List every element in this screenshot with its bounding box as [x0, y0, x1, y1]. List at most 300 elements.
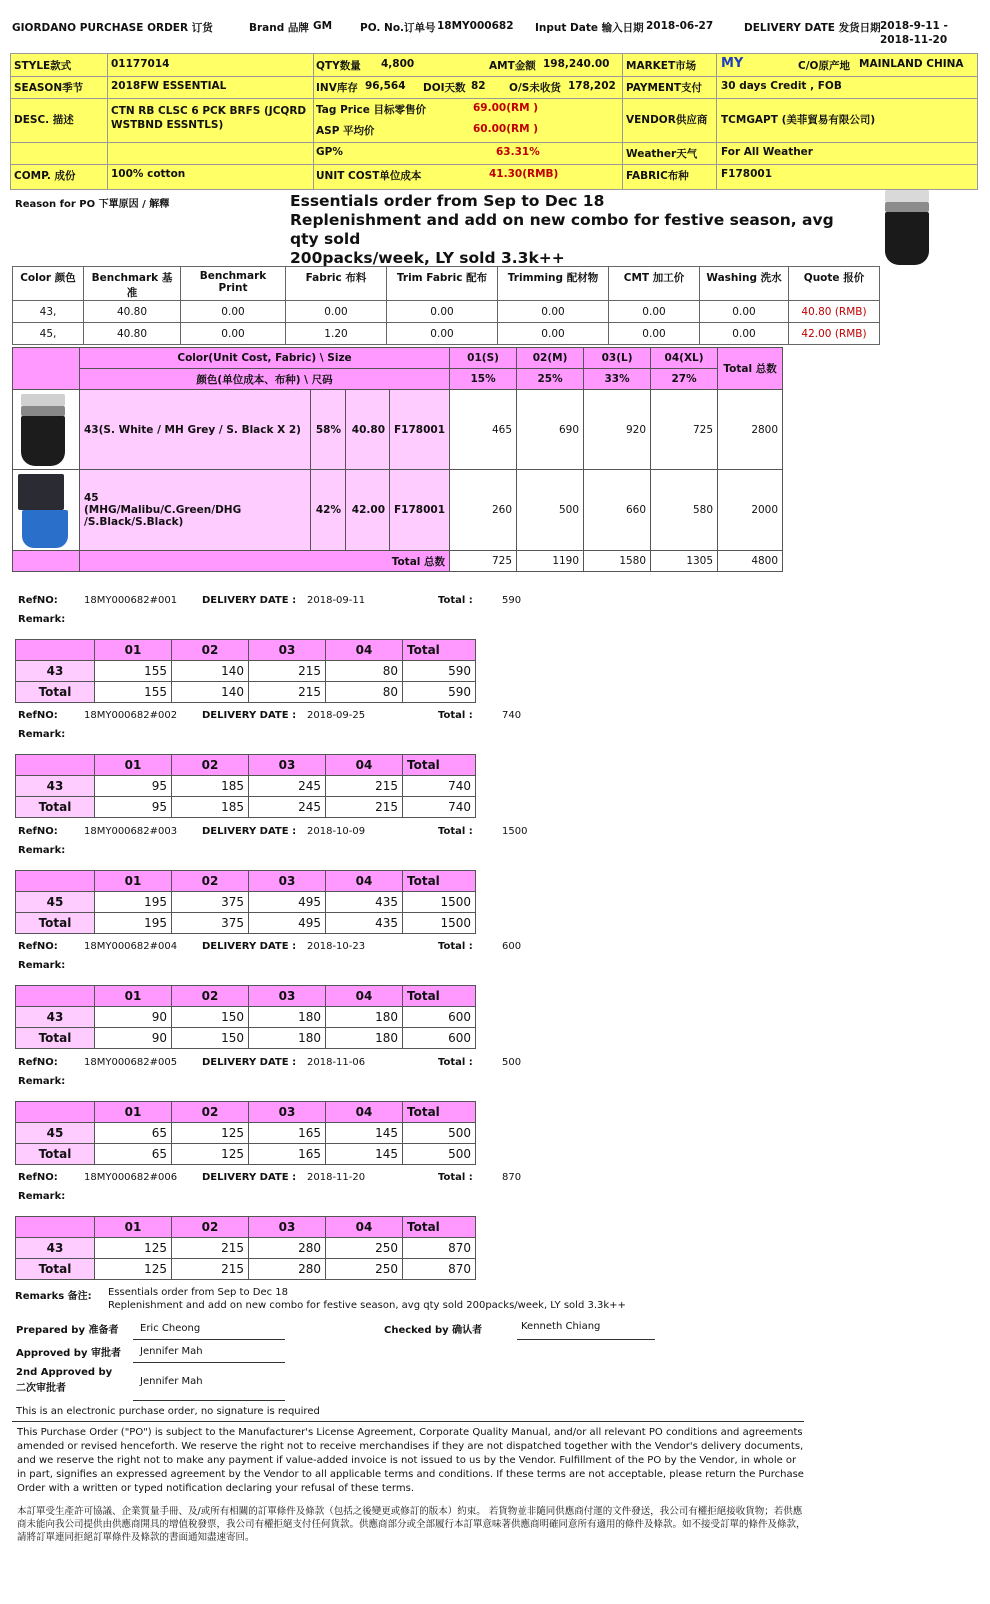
ref-col-header: 04 [326, 640, 403, 661]
asp-value: 60.00(RM ) [473, 123, 538, 135]
size-header: 04(XL) [651, 348, 718, 369]
color-45-fabric: F178001 [390, 470, 450, 551]
ref-total-qty: 165 [249, 1143, 326, 1164]
ref-color-row [16, 1238, 476, 1259]
ref-total-qty: 435 [326, 912, 403, 933]
vendor-label: VENDOR供应商 [626, 114, 708, 126]
row-total: 2800 [718, 390, 783, 470]
ref-qty: 740 [403, 776, 476, 797]
total-header: Total 总数 [718, 348, 783, 390]
ref-color-row [16, 1007, 476, 1028]
po-value: 18MY000682 [437, 20, 514, 32]
ref-corner-cell [16, 1217, 95, 1238]
refno-label: RefNO: [18, 825, 58, 837]
ref-total-qty: 600 [403, 1028, 476, 1049]
ref-total-qty: 1500 [403, 912, 476, 933]
delivery-date-start: 2018-9-11 - [880, 20, 948, 32]
qty-cell: 725 [651, 390, 718, 470]
grand-total: 4800 [718, 551, 783, 572]
style-label: STYLE款式 [14, 60, 72, 72]
ref-total-qty: 250 [326, 1259, 403, 1280]
remark-label: Remark: [18, 1075, 66, 1087]
ref-corner-cell [16, 986, 95, 1007]
ref-color: 43 [16, 776, 95, 797]
gp-label: GP% [316, 146, 343, 158]
color-45-code: 45 [84, 492, 99, 504]
payment-value: 30 days Credit , FOB [721, 80, 842, 92]
color-size-header: Color(Unit Cost, Fabric) \ Size [80, 348, 450, 369]
ref-total-label: Total : [438, 1172, 473, 1183]
ref-total-value: 870 [502, 1172, 522, 1183]
ref-total-row [16, 682, 476, 703]
ref-color-row [16, 776, 476, 797]
season-value: 2018FW ESSENTIAL [111, 80, 227, 92]
approved-by-name: Jennifer Mah [140, 1346, 203, 1357]
ref-col-header: 02 [172, 1217, 249, 1238]
delivery-ref-table [15, 1216, 476, 1280]
bench-header: Color 颜色 [13, 267, 84, 301]
ref-total-qty: 95 [95, 797, 172, 818]
checked-sign-line [517, 1339, 655, 1340]
tag-price-value: 69.00(RM ) [473, 102, 538, 114]
color-45-pct: 42% [311, 470, 346, 551]
bench-cell: 0.00 [498, 301, 609, 323]
desc-value-line2: WSTBND ESSNTLS) [111, 119, 224, 131]
ref-total-label: Total : [438, 825, 473, 837]
ref-total-qty: 375 [172, 912, 249, 933]
ref-col-header: 04 [326, 870, 403, 891]
ref-total-qty: 145 [326, 1143, 403, 1164]
ref-col-header: 03 [249, 986, 326, 1007]
checked-by-name: Kenneth Chiang [521, 1321, 601, 1332]
delivery-date-value: 2018-11-06 [307, 1056, 366, 1068]
ref-col-header: 03 [249, 1217, 326, 1238]
size-ratio: 27% [651, 369, 718, 390]
remarks-line-2: Replenishment and add on new combo for festive season, avg qty sold 200packs/week, LY sold 3.3k++ [108, 1300, 626, 1311]
refno-value: 18MY000682#005 [84, 1056, 178, 1068]
ref-col-header: Total [403, 755, 476, 776]
bench-cell: 0.00 [700, 301, 789, 323]
bench-header: Trim Fabric 配布 [387, 267, 498, 301]
bench-cell: 0.00 [181, 301, 286, 323]
comp-label: COMP. 成份 [14, 170, 76, 182]
bench-cell: 40.80 [84, 301, 181, 323]
ref-total-qty: 495 [249, 912, 326, 933]
ref-color-row [16, 661, 476, 682]
qty-cell: 465 [450, 390, 517, 470]
bench-header: Fabric 布料 [286, 267, 387, 301]
desc-label: DESC. 描述 [14, 114, 74, 126]
bench-cell: 0.00 [387, 323, 498, 345]
size-breakdown-table [12, 347, 783, 572]
ref-total-qty: 500 [403, 1143, 476, 1164]
legal-divider [12, 1421, 804, 1422]
ref-total-label: Total : [438, 1056, 473, 1068]
ref-total-qty: 65 [95, 1143, 172, 1164]
bench-cell: 45, [13, 323, 84, 345]
ref-col-header: 01 [95, 755, 172, 776]
remark-label: Remark: [18, 614, 66, 625]
ref-total-qty: 180 [249, 1028, 326, 1049]
ref-col-header: 04 [326, 1101, 403, 1122]
ref-qty: 95 [95, 776, 172, 797]
delivery-date-label: DELIVERY DATE : [202, 825, 297, 837]
delivery-date-value: 2018-09-25 [307, 710, 366, 722]
ref-total-label: Total : [438, 710, 473, 722]
approved-sign-line [133, 1362, 285, 1363]
ref-total-qty: 185 [172, 797, 249, 818]
remark-label: Remark: [18, 844, 66, 856]
bench-row [13, 323, 880, 345]
delivery-ref-table [15, 985, 476, 1049]
ref-col-header: Total [403, 640, 476, 661]
ref-total-qty: 155 [95, 682, 172, 703]
unit-cost-value: 41.30(RMB) [489, 168, 559, 180]
product-thumb-43 [21, 394, 65, 466]
bench-header: Benchmark 基准 [84, 267, 181, 301]
second-approved-label-2: 二次审批者 [16, 1383, 66, 1394]
ref-col-header: Total [403, 1101, 476, 1122]
ref-total-qty: 245 [249, 797, 326, 818]
bench-header: Washing 洗水 [700, 267, 789, 301]
delivery-ref-table [15, 870, 476, 934]
bench-header: Quote 报价 [789, 267, 880, 301]
row-total: 2000 [718, 470, 783, 551]
ref-col-header: 03 [249, 640, 326, 661]
ref-qty: 245 [249, 776, 326, 797]
color-43-pct: 58% [311, 390, 346, 470]
ref-qty: 125 [172, 1122, 249, 1143]
ref-total-qty: 125 [172, 1143, 249, 1164]
ref-total-qty: 125 [95, 1259, 172, 1280]
bench-cell: 0.00 [609, 323, 700, 345]
ref-color: 45 [16, 1122, 95, 1143]
ref-total-qty: 90 [95, 1028, 172, 1049]
payment-label: PAYMENT支付 [626, 82, 703, 94]
inv-value: 96,564 [365, 80, 406, 92]
ref-qty: 870 [403, 1238, 476, 1259]
refno-value: 18MY000682#006 [84, 1172, 178, 1183]
delivery-date-value: 2018-10-09 [307, 825, 366, 837]
remarks-line-1: Essentials order from Sep to Dec 18 [108, 1287, 289, 1298]
delivery-date-end: 2018-11-20 [880, 34, 948, 46]
delivery-ref-table [15, 1101, 476, 1165]
desc-value-line1: CTN RB CLSC 6 PCK BRFS (JCQRD [111, 105, 307, 117]
input-date-label: Input Date 输入日期 [535, 22, 644, 34]
ref-color-row [16, 891, 476, 912]
ref-total-value: 590 [502, 595, 522, 606]
doi-value: 82 [471, 80, 486, 92]
color-45-image-cell [13, 470, 80, 551]
ref-col-header: 02 [172, 640, 249, 661]
ref-qty: 500 [403, 1122, 476, 1143]
refno-label: RefNO: [18, 710, 58, 722]
market-label: MARKET市场 [626, 60, 697, 72]
ref-qty: 180 [249, 1007, 326, 1028]
brand-label: Brand 品牌 [249, 22, 309, 34]
ref-total-qty: 870 [403, 1259, 476, 1280]
reason-line-3: 200packs/week, LY sold 3.3k++ [290, 249, 565, 267]
ref-qty: 90 [95, 1007, 172, 1028]
delivery-date-label: DELIVERY DATE : [202, 1056, 297, 1068]
qty-cell: 660 [584, 470, 651, 551]
size-total: 1580 [584, 551, 651, 572]
ref-col-header: 03 [249, 1101, 326, 1122]
ref-qty: 435 [326, 891, 403, 912]
size-total: 1305 [651, 551, 718, 572]
refno-label: RefNO: [18, 941, 58, 953]
fabric-label: FABRIC布种 [626, 170, 689, 182]
qty-label: QTY数量 [316, 60, 361, 72]
remarks-label: Remarks 备注: [15, 1291, 92, 1302]
ref-total-value: 740 [502, 710, 522, 722]
checked-by-label: Checked by 确认者 [384, 1325, 483, 1336]
color-43-name: 43(S. White / MH Grey / S. Black X 2) [80, 390, 311, 470]
ref-total-row [16, 1259, 476, 1280]
bench-quote: 40.80 (RMB) [789, 301, 880, 323]
ref-total-qty: 195 [95, 912, 172, 933]
reason-text [290, 192, 860, 268]
remark-label: Remark: [18, 1191, 66, 1202]
remark-label: Remark: [18, 960, 66, 972]
ref-col-header: 01 [95, 986, 172, 1007]
ref-qty: 195 [95, 891, 172, 912]
ref-qty: 65 [95, 1122, 172, 1143]
delivery-date-value: 2018-10-23 [307, 941, 366, 953]
grand-total-row [13, 551, 783, 572]
ref-total-value: 500 [502, 1056, 522, 1068]
ref-col-header: 04 [326, 755, 403, 776]
bench-cell: 0.00 [700, 323, 789, 345]
ref-total-qty: 215 [326, 797, 403, 818]
ref-col-header: 04 [326, 1217, 403, 1238]
ref-qty: 140 [172, 661, 249, 682]
ref-total-qty: 740 [403, 797, 476, 818]
qty-cell: 260 [450, 470, 517, 551]
delivery-date-label: DELIVERY DATE : [202, 941, 297, 953]
image-header-cell [13, 348, 80, 390]
benchmark-table [12, 266, 880, 345]
ref-qty: 495 [249, 891, 326, 912]
second-approved-sign-line [133, 1400, 285, 1401]
bench-row [13, 301, 880, 323]
co-value: MAINLAND CHINA [859, 58, 964, 70]
approved-by-label: Approved by 审批者 [16, 1348, 121, 1359]
legal-text-en: This Purchase Order ("PO") is subject to the Manufacturer's License Agreement, Corporate Quality Manual, and/or all relevant PO conditions and agreements amended or revised henceforth. We reserve the right not to receive merchandises if they are not dispatched together with the Vendor's delivery documents, and we reserve the right not to make any payment if value-added invoice is not issued to us by the Vendor. Fulfillment of the PO by the Vendor, in whole or in part, signifies an expressed agreement by the Vendor to all applicable terms and conditions. If these terms are not acceptable, please return the Purchase Order with a written or typed notification declaring your refusal of these terms. [17, 1427, 804, 1494]
ref-col-header: 02 [172, 1101, 249, 1122]
bench-cell: 0.00 [498, 323, 609, 345]
reason-line-1: Essentials order from Sep to Dec 18 [290, 192, 605, 210]
bench-header: Trimming 配材物 [498, 267, 609, 301]
ref-col-header: 02 [172, 755, 249, 776]
ref-total-row-label: Total [16, 1259, 95, 1280]
ref-total-qty: 215 [172, 1259, 249, 1280]
legal-text-cn: 本訂單受生產許可協議、企業質量手冊、及/或所有相關的訂單條件及條款（包括之後變更或修訂的版本）約束。 若貨物並非隨同供應商付運的文件發送，我公司有權拒絕接收貨物；若供應商未能向我公司提供由供應商開具的增值稅發票，我公司有權拒絕支付任何貨款。供應商部分或全部履行本訂單意味著供應商明確同意所有適用的條件及條款。如不接受訂單的條件及條款，請將訂單連同拒絕訂單條件及條款的書面通知盡速寄回。 [17, 1506, 806, 1543]
asp-label: ASP 平均价 [316, 125, 375, 137]
ref-total-row-label: Total [16, 912, 95, 933]
ref-col-header: 01 [95, 1217, 172, 1238]
delivery-date-label: DELIVERY DATE : [202, 1172, 297, 1183]
ref-total-qty: 280 [249, 1259, 326, 1280]
tag-price-label: Tag Price 目标零售价 [316, 104, 427, 116]
size-total: 725 [450, 551, 517, 572]
ref-col-header: 03 [249, 755, 326, 776]
ref-total-row [16, 1028, 476, 1049]
ref-total-qty: 215 [249, 682, 326, 703]
bench-cell: 40.80 [84, 323, 181, 345]
ref-qty: 215 [326, 776, 403, 797]
ref-total-qty: 590 [403, 682, 476, 703]
ref-total-qty: 150 [172, 1028, 249, 1049]
ref-col-header: 01 [95, 640, 172, 661]
second-approved-name: Jennifer Mah [140, 1376, 203, 1387]
bench-cell: 0.00 [181, 323, 286, 345]
ref-qty: 375 [172, 891, 249, 912]
delivery-date-label: DELIVERY DATE : [202, 595, 297, 606]
ref-col-header: Total [403, 870, 476, 891]
input-date-value: 2018-06-27 [646, 20, 714, 32]
ref-col-header: 04 [326, 986, 403, 1007]
ref-qty: 1500 [403, 891, 476, 912]
ref-corner-cell [16, 1101, 95, 1122]
vendor-value: TCMGAPT (美菲貿易有限公司) [721, 114, 876, 126]
reason-line-2: Replenishment and add on new combo for festive season, avg qty sold [290, 211, 834, 248]
ref-qty: 590 [403, 661, 476, 682]
co-label: C/O原产地 [798, 60, 850, 72]
inv-label: INV库存 [316, 82, 358, 94]
size-header: 02(M) [517, 348, 584, 369]
bench-cell: 0.00 [609, 301, 700, 323]
ref-color: 43 [16, 1238, 95, 1259]
order-info-block [10, 53, 978, 190]
ref-qty: 180 [326, 1007, 403, 1028]
unit-cost-label: UNIT COST单位成本 [316, 170, 422, 182]
ref-col-header: 01 [95, 870, 172, 891]
size-ratio: 25% [517, 369, 584, 390]
prepared-by-label: Prepared by 准备者 [16, 1325, 119, 1336]
qty-cell: 580 [651, 470, 718, 551]
ref-total-row-label: Total [16, 797, 95, 818]
ref-total-qty: 140 [172, 682, 249, 703]
bench-cell: 0.00 [387, 301, 498, 323]
ref-col-header: 03 [249, 870, 326, 891]
size-total: 1190 [517, 551, 584, 572]
refno-value: 18MY000682#004 [84, 941, 178, 953]
ref-total-label: Total : [438, 595, 473, 606]
ref-color: 45 [16, 891, 95, 912]
ref-qty: 250 [326, 1238, 403, 1259]
bench-header: Benchmark Print [181, 267, 286, 301]
product-image [885, 190, 929, 265]
total-row-label: Total 总数 [80, 551, 450, 572]
ref-qty: 600 [403, 1007, 476, 1028]
size-ratio: 15% [450, 369, 517, 390]
color-45-desc: (MHG/Malibu/C.Green/DHG /S.Black/S.Black) [84, 504, 242, 528]
refno-label: RefNO: [18, 595, 58, 606]
ref-total-label: Total : [438, 941, 473, 953]
size-ratio: 33% [584, 369, 651, 390]
style-value: 01177014 [111, 58, 170, 70]
gp-value: 63.31% [496, 146, 540, 158]
bench-cell: 43, [13, 301, 84, 323]
ref-total-row-label: Total [16, 682, 95, 703]
bench-header: CMT 加工价 [609, 267, 700, 301]
electronic-note: This is an electronic purchase order, no signature is required [16, 1406, 320, 1417]
qty-cell: 690 [517, 390, 584, 470]
season-label: SEASON季节 [14, 82, 84, 94]
document-title: GIORDANO PURCHASE ORDER 订货 [12, 22, 213, 34]
ref-total-value: 600 [502, 941, 522, 953]
qty-cell: 500 [517, 470, 584, 551]
reason-label: Reason for PO 下單原因 / 解釋 [15, 199, 170, 210]
prepared-by-name: Eric Cheong [140, 1323, 201, 1334]
refno-label: RefNO: [18, 1172, 58, 1183]
amt-label: AMT金额 [489, 60, 536, 72]
ref-total-qty: 180 [326, 1028, 403, 1049]
ref-col-header: 02 [172, 986, 249, 1007]
ref-qty: 185 [172, 776, 249, 797]
weather-label: Weather天气 [626, 148, 698, 160]
os-value: 178,202 [568, 80, 616, 92]
color-43-fabric: F178001 [390, 390, 450, 470]
ref-total-row-label: Total [16, 1028, 95, 1049]
os-label: O/S未收货 [509, 82, 561, 94]
color-43-cost: 40.80 [346, 390, 390, 470]
ref-col-header: Total [403, 986, 476, 1007]
refno-value: 18MY000682#002 [84, 710, 178, 722]
ref-color-row [16, 1122, 476, 1143]
bench-cell: 1.20 [286, 323, 387, 345]
ref-total-row [16, 797, 476, 818]
ref-qty: 150 [172, 1007, 249, 1028]
ref-qty: 125 [95, 1238, 172, 1259]
ref-qty: 280 [249, 1238, 326, 1259]
refno-value: 18MY000682#003 [84, 825, 178, 837]
ref-total-value: 1500 [502, 825, 528, 837]
bench-cell: 0.00 [286, 301, 387, 323]
ref-qty: 215 [249, 661, 326, 682]
ref-col-header: 01 [95, 1101, 172, 1122]
bench-quote: 42.00 (RMB) [789, 323, 880, 345]
remark-label: Remark: [18, 729, 66, 741]
delivery-ref-table [15, 754, 476, 818]
market-value: MY [721, 56, 744, 71]
ref-total-row [16, 912, 476, 933]
delivery-date-label: DELIVERY DATE : [202, 710, 297, 722]
delivery-ref-table [15, 639, 476, 703]
total-row-blank [13, 551, 80, 572]
ref-corner-cell [16, 755, 95, 776]
delivery-date-value: 2018-09-11 [307, 595, 366, 606]
ref-total-qty: 80 [326, 682, 403, 703]
amt-value: 198,240.00 [543, 58, 610, 70]
delivery-date-label: DELIVERY DATE 发货日期 [744, 22, 881, 34]
color-43-image-cell [13, 390, 80, 470]
ref-qty: 145 [326, 1122, 403, 1143]
color-size-header-cn: 颜色(单位成本、布种) \ 尺码 [80, 369, 450, 390]
ref-corner-cell [16, 870, 95, 891]
color-45-cost: 42.00 [346, 470, 390, 551]
po-label: PO. No.订单号 [360, 22, 436, 34]
color-45-name [80, 470, 311, 551]
ref-corner-cell [16, 640, 95, 661]
color-row-43 [13, 390, 783, 470]
refno-value: 18MY000682#001 [84, 595, 178, 606]
ref-qty: 155 [95, 661, 172, 682]
ref-color: 43 [16, 1007, 95, 1028]
ref-qty: 80 [326, 661, 403, 682]
second-approved-label-1: 2nd Approved by [16, 1367, 113, 1378]
